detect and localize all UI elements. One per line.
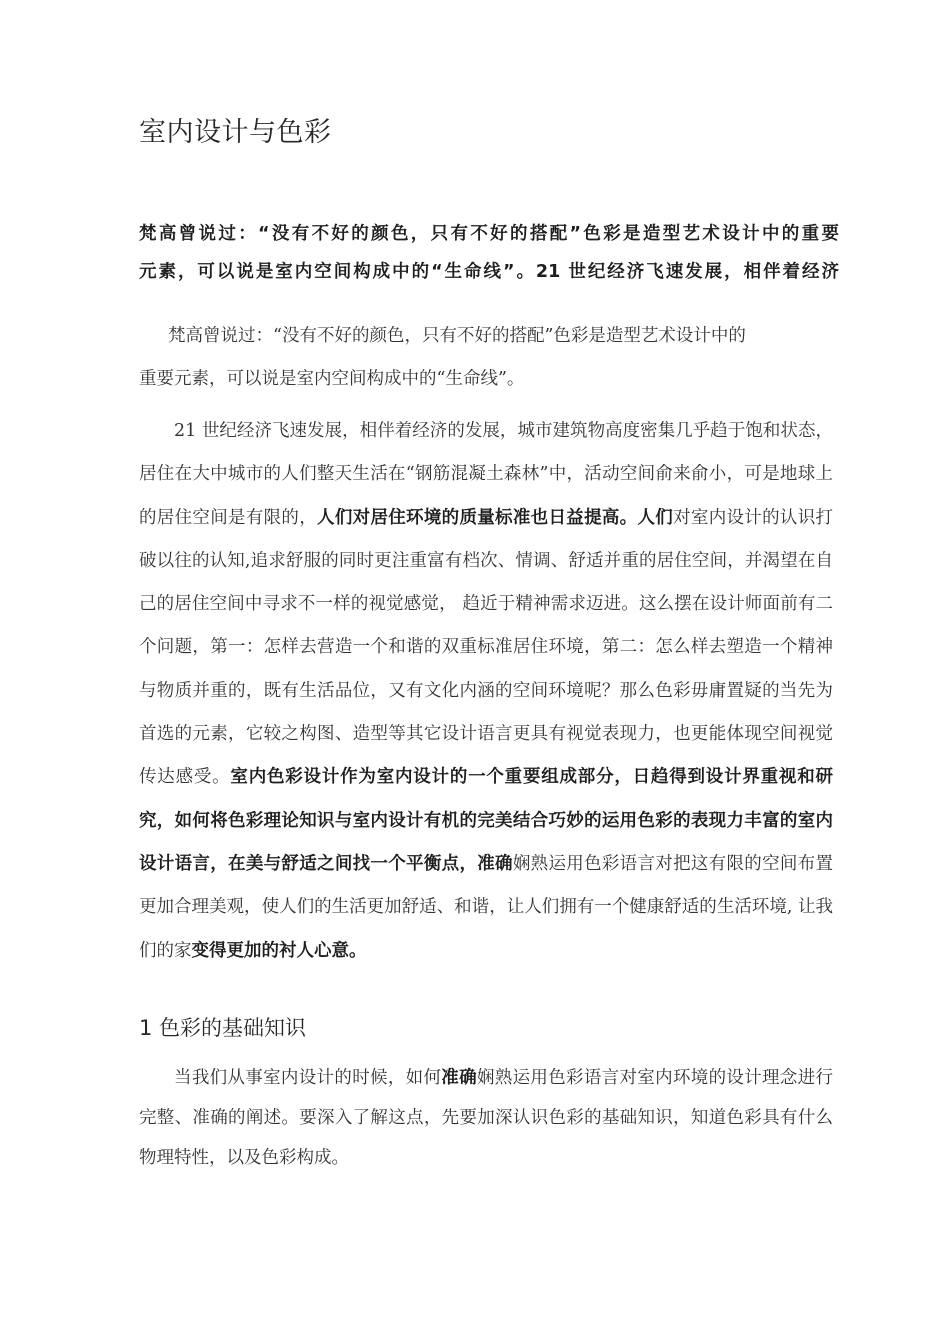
section-heading: 1 色彩的基础知识: [139, 1016, 307, 1040]
lead-paragraph: [139, 215, 839, 291]
body-text-2: 对室内设计的认识打破以往的认知,追求舒服的同时更注重富有档次、情调、舒适并重的居住空间，并渴望在自己的居住空间中寻求不一样的视觉感觉， 趋近于精神需求迈进。这么摆在设计师面前有二个问题，第一：怎样去营造一个和谐的双重标准居住环境，第二：怎么样去塑造一个精神与物质并重的，既有生活品位，又有文化内涵的空间环境呢？那么色彩毋庸置疑的当先为首选的元素，它较之构图、造型等其它设计语言更具有视觉表现力，也更能体现空间视觉传达感受。: [139, 507, 834, 788]
intro-line-2: 重要元素，可以说是室内空间构成中的“生命线”。: [139, 369, 525, 390]
section-emphasis: 准确: [441, 1068, 477, 1088]
intro-paragraph: [139, 315, 833, 402]
lead-line-1: 梵高曾说过：“没有不好的颜色，只有不好的搭配”色彩是造型艺术设计中的重要: [139, 224, 839, 244]
body-emphasis-1: 人们对居住环境的质量标准也日益提高。人们: [317, 507, 674, 528]
lead-line-2: 元素，可以说是室内空间构成中的“生命线”。21 世纪经济飞速发展，相伴着经济: [139, 262, 839, 282]
intro-line-1: 梵高曾说过：“没有不好的颜色，只有不好的搭配”色彩是造型艺术设计中的: [168, 326, 746, 346]
body-text-1: 21 世纪经济飞速发展，相伴着经济的发展，城市建筑物高度密集几乎趋于饱和状态，居住在大中城市的人们整天生活在“钢筋混凝土森林”中，活动空间俞来俞小，可是地球上的居住空间是有限的，: [139, 421, 833, 528]
body-emphasis-3: 变得更加的衬人心意。: [191, 940, 367, 961]
document-title: 室内设计与色彩: [139, 117, 332, 148]
body-text-3: 娴熟运用色彩语言对把这有限的空间布置更加合理美观，使人们的生活更加舒适、和谐，让人们拥有一个健康舒适的生活环境, 让我们的家: [139, 853, 834, 961]
body-paragraph: [139, 410, 833, 973]
body-emphasis-2: 室内色彩设计作为室内设计的一个重要组成部分，日趋得到设计界重视和研究，如何将色彩理论知识与室内设计有机的完美结合巧妙的运用色彩的表现力丰富的室内设计语言，在美与舒适之间找一个平衡点，准确: [139, 767, 834, 874]
section-text-2: 娴熟运用色彩语言对室内环境的设计理念进行完整、准确的阐述。要深入了解这点，先要加深认识色彩的基础知识，知道色彩具有什么物理特性，以及色彩构成。: [139, 1068, 834, 1168]
section-text-1: 当我们从事室内设计的时候，如何: [174, 1068, 442, 1088]
section-paragraph: [139, 1058, 833, 1178]
